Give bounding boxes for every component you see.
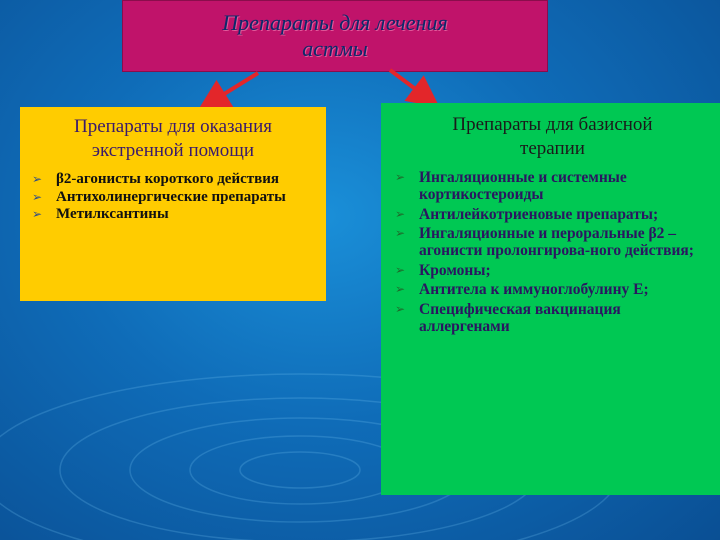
title-box [122, 0, 548, 72]
arrow-bullet-icon: ➢ [395, 206, 406, 221]
list-item: ➢ Антилейкотриеновые препараты; [395, 205, 659, 223]
arrow-bullet-icon: ➢ [395, 170, 406, 184]
arrow-bullet-icon: ➢ [395, 262, 406, 277]
list-item: ➢ Антитела к иммуноглобулину Е; [395, 281, 649, 298]
arrow-bullet-icon: ➢ [32, 172, 43, 186]
list-item: ➢ Кромоны; [395, 261, 491, 279]
diagram-title: Препараты для лечения астмы [222, 10, 448, 61]
list-item: ➢ β2-агонисты короткого действия [32, 171, 279, 187]
basic-therapy-heading: Препараты для базисной терапии [452, 114, 653, 159]
list-item: ➢ Метилксантины [32, 206, 169, 222]
arrow-bullet-icon: ➢ [395, 226, 406, 240]
emergency-drugs-box [20, 107, 326, 301]
emergency-list [30, 171, 316, 224]
list-item: ➢ Специфическая вакцинация аллергенами [395, 300, 621, 335]
arrow-bullet-icon: ➢ [32, 189, 43, 204]
basic-therapy-box [381, 103, 720, 495]
emergency-heading: Препараты для оказания экстренной помощи [73, 116, 273, 161]
arrow-bullet-icon: ➢ [32, 207, 43, 221]
list-item: ➢ Ингаляционные и пероральные β2 –агонисти пролонгирова-ного действия; [395, 225, 694, 259]
basic-therapy-list [393, 169, 712, 335]
arrow-bullet-icon: ➢ [395, 301, 406, 316]
list-item: ➢ Антихолинергические препараты [32, 188, 286, 205]
list-item: ➢ Ингаляционные и системные кортикостероиды [395, 169, 627, 203]
arrow-bullet-icon: ➢ [395, 282, 406, 296]
